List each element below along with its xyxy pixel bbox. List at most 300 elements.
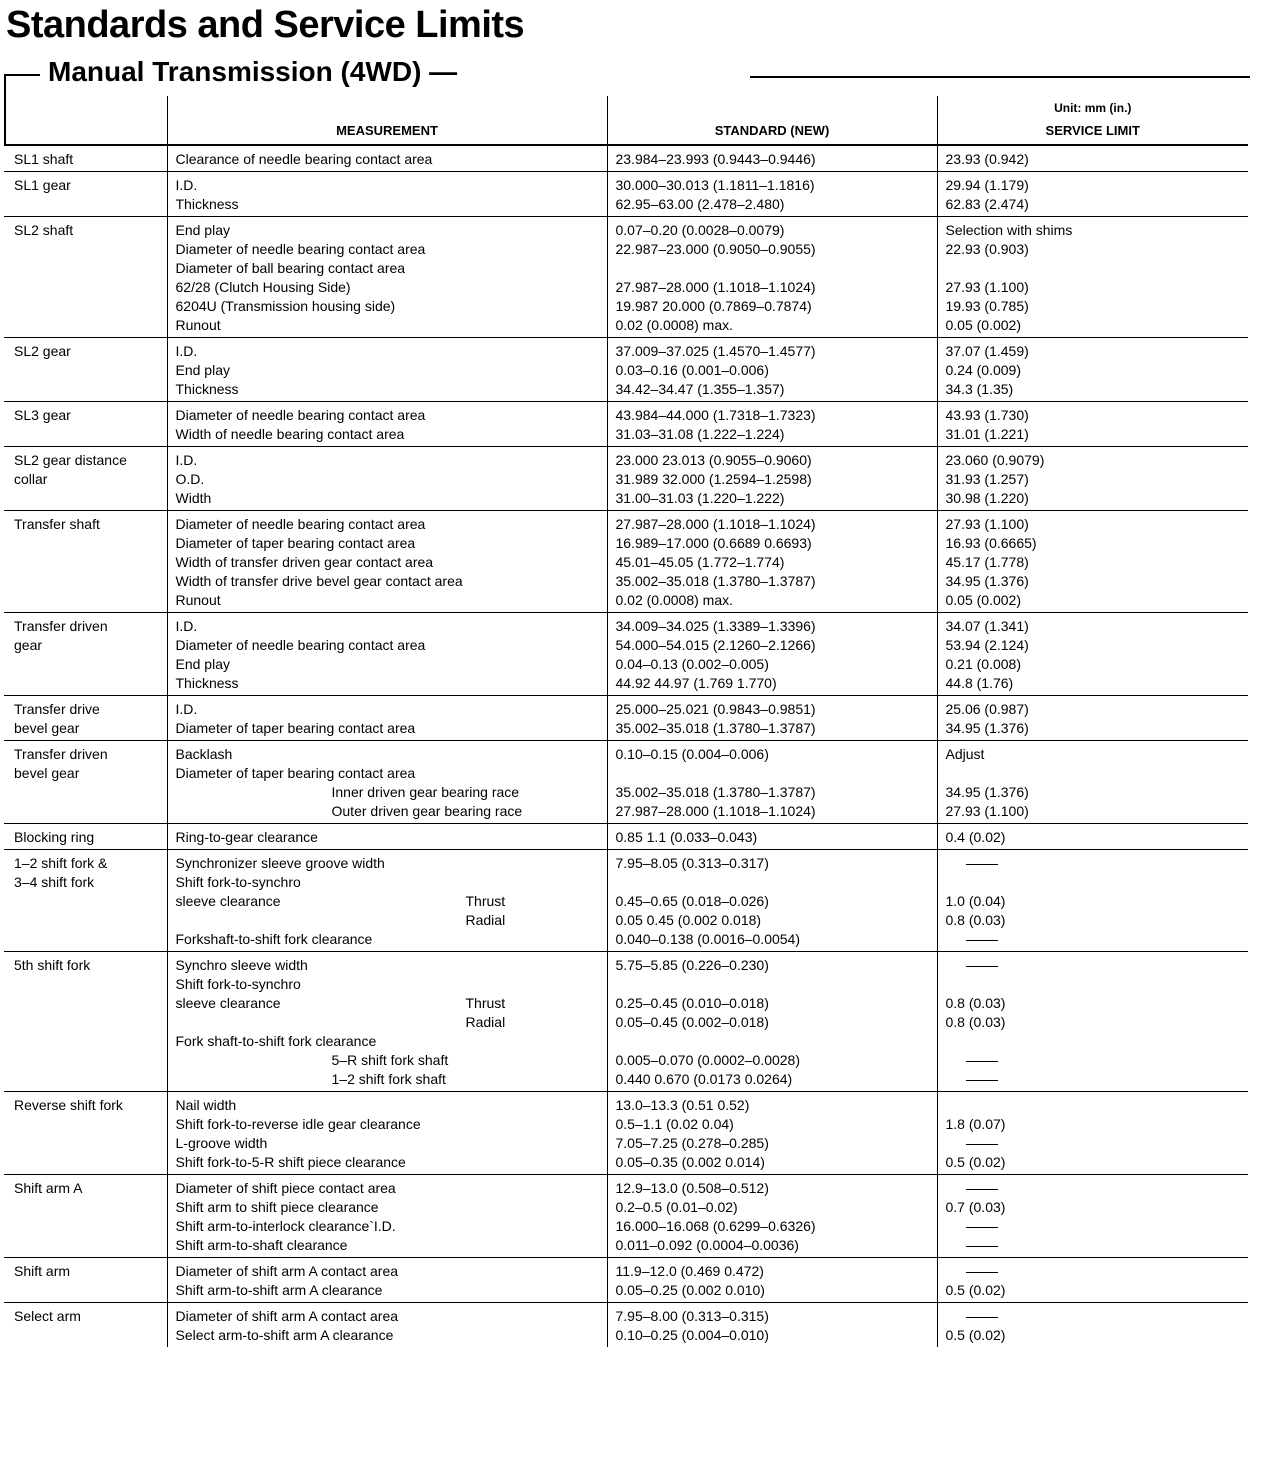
not-applicable-dash [966, 1227, 998, 1228]
measurement-text: Width [175, 490, 212, 506]
service-limit-cell [937, 850, 1248, 952]
measurement-cell [167, 447, 607, 511]
table-row [4, 613, 1248, 696]
standard-value: 27.987–28.000 (1.1018–1.1024) [615, 516, 816, 532]
table-row [4, 850, 1248, 952]
measurement-text: End play [175, 362, 230, 378]
measurement-cell [167, 824, 607, 850]
service-limit-cell [937, 402, 1248, 447]
measurement-text: Fork shaft-to-shift fork clearance [175, 1033, 377, 1049]
standard-value: 34.009–34.025 (1.3389–1.3396) [615, 618, 816, 634]
measurement-text: sleeve clearance Thrust [175, 995, 506, 1011]
service-limit-value [946, 1051, 1245, 1070]
standard-value: 44.92 44.97 (1.769 1.770) [615, 675, 777, 691]
table-row [4, 338, 1248, 402]
measurement-text: Shift fork-to-5-R shift piece clearance [175, 1154, 406, 1170]
item-label: Shift arm [14, 1263, 71, 1279]
measurement-text: Nail width [175, 1097, 237, 1113]
item-label: Transfer driven [14, 746, 108, 762]
service-limit-value: 34.95 (1.376) [945, 784, 1029, 800]
measurement-text: Shift arm to shift piece clearance [175, 1199, 379, 1215]
standard-value: 31.00–31.03 (1.220–1.222) [615, 490, 785, 506]
standard-value: 11.9–12.0 (0.469 0.472) [615, 1263, 764, 1279]
standard-value [616, 259, 933, 278]
service-limit-value [946, 1070, 1245, 1089]
header-measurement: MEASUREMENT [167, 96, 607, 145]
service-limit-value [946, 975, 1245, 994]
service-limit-cell [937, 217, 1248, 338]
service-limit-value: 44.8 (1.76) [945, 675, 1014, 691]
standard-value [616, 1032, 933, 1051]
service-limit-value: 29.94 (1.179) [945, 177, 1029, 193]
standard-value: 5.75–5.85 (0.226–0.230) [615, 957, 769, 973]
measurement-text: Width of transfer driven gear contact area [175, 554, 434, 570]
service-limit-value: 31.01 (1.221) [945, 426, 1029, 442]
table-row [4, 952, 1248, 1092]
measurement-cell [167, 696, 607, 741]
standard-value: 0.5–1.1 (0.02 0.04) [615, 1116, 734, 1132]
unit-label: Unit: mm (in.) [1054, 101, 1132, 115]
measurement-text: Diameter of taper bearing contact area [175, 765, 416, 781]
measurement-text: I.D. [175, 618, 198, 634]
measurement-text: Shift fork-to-synchro [175, 874, 301, 890]
service-limit-value: 0.5 (0.02) [945, 1154, 1006, 1170]
item-label: 3–4 shift fork [14, 874, 95, 890]
service-limit-value: 0.8 (0.03) [945, 995, 1006, 1011]
standard-value: 0.25–0.45 (0.010–0.018) [615, 995, 769, 1011]
standard-value: 62.95–63.00 (2.478–2.480) [615, 196, 785, 212]
service-limit-cell [937, 952, 1248, 1092]
not-applicable-dash [966, 1272, 998, 1273]
item-cell [4, 613, 167, 696]
item-cell [4, 741, 167, 824]
item-cell [4, 172, 167, 217]
not-applicable-dash [966, 1246, 998, 1247]
standard-value: 0.05–0.45 (0.002–0.018) [615, 1014, 769, 1030]
table-row [4, 824, 1248, 850]
service-limit-value: 43.93 (1.730) [945, 407, 1029, 423]
measurement-cell [167, 338, 607, 402]
table-row [4, 447, 1248, 511]
measurement-text: 6204U (Transmission housing side) [175, 298, 396, 314]
standard-cell [607, 1175, 937, 1258]
measurement-text: Select arm-to-shift arm A clearance [175, 1327, 394, 1343]
table-row [4, 1092, 1248, 1175]
service-limit-value [946, 1096, 1245, 1115]
measurement-text: Shift arm-to-shaft clearance [175, 1237, 348, 1253]
measurement-text: Diameter of shift arm A contact area [175, 1263, 399, 1279]
service-limit-cell [937, 741, 1248, 824]
table-header-row [4, 96, 1248, 145]
service-limit-value [946, 1236, 1245, 1255]
measurement-text: Inner driven gear bearing race [331, 784, 520, 800]
not-applicable-dash [966, 1144, 998, 1145]
measurement-text: Width of transfer drive bevel gear contact area [175, 573, 463, 589]
service-limit-value: 0.05 (0.002) [945, 317, 1021, 333]
standard-value: 0.10–0.25 (0.004–0.010) [615, 1327, 769, 1343]
table-row [4, 511, 1248, 613]
measurement-text: Clearance of needle bearing contact area [175, 151, 433, 167]
item-cell [4, 1303, 167, 1348]
table-row [4, 1258, 1248, 1303]
service-limit-value: 27.93 (1.100) [945, 279, 1029, 295]
service-limit-value: 34.95 (1.376) [945, 573, 1029, 589]
standard-value: 16.000–16.068 (0.6299–0.6326) [615, 1218, 816, 1234]
service-limit-value: 0.8 (0.03) [945, 1014, 1006, 1030]
measurement-text: End play [175, 656, 230, 672]
item-label: bevel gear [14, 765, 80, 781]
measurement-text: End play [175, 222, 230, 238]
standard-cell [607, 338, 937, 402]
service-limit-value: Selection with shims [945, 222, 1073, 238]
item-cell [4, 1258, 167, 1303]
standard-cell [607, 1303, 937, 1348]
standard-value: 0.011–0.092 (0.0004–0.0036) [615, 1237, 799, 1253]
service-limit-value [946, 764, 1245, 783]
service-limit-value: 0.5 (0.02) [945, 1327, 1006, 1343]
item-cell [4, 1092, 167, 1175]
measurement-text: 5–R shift fork shaft [331, 1052, 449, 1068]
standard-value: 45.01–45.05 (1.772–1.774) [615, 554, 785, 570]
item-label: Shift arm A [14, 1180, 83, 1196]
measurement-text: Shift arm-to-interlock clearance`I.D. [175, 1218, 396, 1234]
standard-value [616, 764, 933, 783]
measurement-text: Diameter of needle bearing contact area [175, 241, 426, 257]
spec-table [4, 96, 1248, 1347]
service-limit-label: SERVICE LIMIT [1045, 123, 1140, 138]
standard-value: 35.002–35.018 (1.3780–1.3787) [615, 573, 816, 589]
service-limit-value: 0.5 (0.02) [945, 1282, 1006, 1298]
not-applicable-dash [966, 1189, 998, 1190]
service-limit-value: 0.7 (0.03) [945, 1199, 1006, 1215]
standard-cell [607, 850, 937, 952]
standard-cell [607, 824, 937, 850]
item-label: Reverse shift fork [14, 1097, 123, 1113]
measurement-cell [167, 850, 607, 952]
not-applicable-dash [966, 966, 998, 967]
page-title: Standards and Service Limits [6, 4, 525, 46]
measurement-text: Backlash [175, 746, 233, 762]
service-limit-cell [937, 511, 1248, 613]
standard-cell [607, 1092, 937, 1175]
standard-value: 23.000 23.013 (0.9055–0.9060) [615, 452, 812, 468]
standard-cell [607, 613, 937, 696]
measurement-cell [167, 1175, 607, 1258]
service-limit-value [946, 1262, 1245, 1281]
not-applicable-dash [966, 1080, 998, 1081]
service-limit-value: 27.93 (1.100) [945, 516, 1029, 532]
service-limit-cell [937, 447, 1248, 511]
standard-value [616, 975, 933, 994]
standard-cell [607, 402, 937, 447]
standard-value: 0.02 (0.0008) max. [615, 317, 734, 333]
item-cell [4, 850, 167, 952]
measurement-text: Shift arm-to-shift arm A clearance [175, 1282, 383, 1298]
service-limit-value: 53.94 (2.124) [945, 637, 1029, 653]
service-limit-value: 62.83 (2.474) [945, 196, 1029, 212]
standard-cell [607, 145, 937, 172]
table-row [4, 145, 1248, 172]
measurement-text: Radial [465, 1014, 506, 1030]
service-limit-value: 25.06 (0.987) [945, 701, 1029, 717]
standard-value: 22.987–23.000 (0.9050–0.9055) [615, 241, 816, 257]
service-limit-cell [937, 338, 1248, 402]
service-limit-value [946, 1307, 1245, 1326]
measurement-text: Diameter of taper bearing contact area [175, 720, 416, 736]
standard-value: 0.85 1.1 (0.033–0.043) [615, 829, 758, 845]
service-limit-value: 16.93 (0.6665) [945, 535, 1037, 551]
measurement-cell [167, 1092, 607, 1175]
item-label: SL1 shaft [14, 151, 74, 167]
standard-cell [607, 696, 937, 741]
item-label: collar [14, 471, 48, 487]
standard-value: 0.04–0.13 (0.002–0.005) [615, 656, 769, 672]
measurement-text: Diameter of ball bearing contact area [175, 260, 406, 276]
service-limit-value [946, 1179, 1245, 1198]
item-label: SL1 gear [14, 177, 71, 193]
standard-value: 7.05–7.25 (0.278–0.285) [615, 1135, 769, 1151]
standard-value: 0.07–0.20 (0.0028–0.0079) [615, 222, 785, 238]
item-cell [4, 338, 167, 402]
measurement-text: Diameter of needle bearing contact area [175, 516, 426, 532]
standard-value: 31.03–31.08 (1.222–1.224) [615, 426, 785, 442]
measurement-text: Thickness [175, 675, 239, 691]
header-standard: STANDARD (NEW) [607, 96, 937, 145]
not-applicable-dash [966, 1317, 998, 1318]
table-body [4, 145, 1248, 1347]
section-subtitle: Manual Transmission (4WD) — [48, 56, 458, 87]
measurement-text: Outer driven gear bearing race [331, 803, 523, 819]
service-limit-value: 34.95 (1.376) [945, 720, 1029, 736]
measurement-text: Forkshaft-to-shift fork clearance [175, 931, 373, 947]
measurement-cell [167, 172, 607, 217]
standard-cell [607, 952, 937, 1092]
service-limit-value: 0.21 (0.008) [945, 656, 1021, 672]
item-label: SL2 shaft [14, 222, 74, 238]
measurement-text: O.D. [175, 471, 205, 487]
table-row [4, 1175, 1248, 1258]
service-limit-value: 1.0 (0.04) [945, 893, 1006, 909]
service-limit-value: 27.93 (1.100) [945, 803, 1029, 819]
measurement-text: I.D. [175, 452, 198, 468]
item-cell [4, 1175, 167, 1258]
table-row [4, 402, 1248, 447]
measurement-cell [167, 613, 607, 696]
standard-value: 0.05–0.35 (0.002 0.014) [615, 1154, 765, 1170]
measurement-text: Synchronizer sleeve groove width [175, 855, 385, 871]
service-limit-value: 34.3 (1.35) [945, 381, 1014, 397]
service-limit-value: 22.93 (0.903) [945, 241, 1029, 257]
service-limit-value [946, 259, 1245, 278]
standard-value: 30.000–30.013 (1.1811–1.1816) [615, 177, 815, 193]
service-limit-cell [937, 824, 1248, 850]
measurement-text: L-groove width [175, 1135, 268, 1151]
standard-value: 27.987–28.000 (1.1018–1.1024) [615, 279, 816, 295]
service-limit-value [946, 1134, 1245, 1153]
item-label: Transfer drive [14, 701, 100, 717]
standard-value: 0.02 (0.0008) max. [615, 592, 734, 608]
measurement-cell [167, 511, 607, 613]
measurement-text: Diameter of needle bearing contact area [175, 407, 426, 423]
standard-value: 23.984–23.993 (0.9443–0.9446) [615, 151, 816, 167]
standard-value: 0.005–0.070 (0.0002–0.0028) [615, 1052, 800, 1068]
service-limit-value [946, 1217, 1245, 1236]
service-limit-cell [937, 1175, 1248, 1258]
item-label: 1–2 shift fork & [14, 855, 108, 871]
item-label: SL2 gear distance [14, 452, 127, 468]
measurement-text: I.D. [175, 343, 198, 359]
standard-value: 7.95–8.00 (0.313–0.315) [615, 1308, 769, 1324]
service-limit-cell [937, 1303, 1248, 1348]
service-limit-cell [937, 696, 1248, 741]
standard-value: 31.989 32.000 (1.2594–1.2598) [615, 471, 812, 487]
standard-value: 0.05–0.25 (0.002 0.010) [615, 1282, 765, 1298]
item-label: SL3 gear [14, 407, 71, 423]
item-label: SL2 gear [14, 343, 71, 359]
standard-value: 0.440 0.670 (0.0173 0.0264) [615, 1071, 793, 1087]
standard-value: 0.45–0.65 (0.018–0.026) [615, 893, 769, 909]
service-limit-cell [937, 1092, 1248, 1175]
item-label: Select arm [14, 1308, 81, 1324]
service-limit-value: 34.07 (1.341) [945, 618, 1029, 634]
measurement-cell [167, 741, 607, 824]
service-limit-value [946, 854, 1245, 873]
item-cell [4, 402, 167, 447]
service-limit-value: 0.05 (0.002) [945, 592, 1021, 608]
service-limit-value: Adjust [945, 746, 985, 762]
table-row [4, 1303, 1248, 1348]
service-limit-value: 23.93 (0.942) [945, 151, 1029, 167]
measurement-cell [167, 952, 607, 1092]
header-service-limit [937, 96, 1248, 145]
table-row [4, 217, 1248, 338]
standard-value: 0.040–0.138 (0.0016–0.0054) [615, 931, 800, 947]
measurement-text: Shift fork-to-reverse idle gear clearance [175, 1116, 421, 1132]
service-limit-value [946, 1032, 1245, 1051]
standard-value: 0.10–0.15 (0.004–0.006) [615, 746, 769, 762]
service-limit-value [946, 930, 1245, 949]
measurement-text: Diameter of taper bearing contact area [175, 535, 416, 551]
standard-value: 54.000–54.015 (2.1260–2.1266) [615, 637, 816, 653]
standard-value: 0.03–0.16 (0.001–0.006) [615, 362, 769, 378]
standard-value: 35.002–35.018 (1.3780–1.3787) [615, 784, 816, 800]
measurement-text: sleeve clearance Thrust [175, 893, 506, 909]
measurement-text: Thickness [175, 196, 239, 212]
item-cell [4, 824, 167, 850]
service-limit-value [946, 873, 1245, 892]
standard-cell [607, 511, 937, 613]
standard-value: 19.987 20.000 (0.7869–0.7874) [615, 298, 812, 314]
measurement-text: Shift fork-to-synchro [175, 976, 301, 992]
measurement-cell [167, 1258, 607, 1303]
service-limit-value: 19.93 (0.785) [945, 298, 1029, 314]
standard-value: 16.989–17.000 (0.6689 0.6693) [615, 535, 812, 551]
standard-value: 7.95–8.05 (0.313–0.317) [615, 855, 769, 871]
item-cell [4, 696, 167, 741]
standard-value: 35.002–35.018 (1.3780–1.3787) [615, 720, 816, 736]
standard-cell [607, 447, 937, 511]
table-row [4, 741, 1248, 824]
service-limit-cell [937, 172, 1248, 217]
header-item [4, 96, 167, 145]
measurement-text: Diameter of shift piece contact area [175, 1180, 396, 1196]
service-limit-value: 0.4 (0.02) [945, 829, 1006, 845]
standard-cell [607, 1258, 937, 1303]
measurement-cell [167, 217, 607, 338]
standard-cell [607, 741, 937, 824]
measurement-text: 1–2 shift fork shaft [331, 1071, 446, 1087]
service-limit-value [946, 956, 1245, 975]
standard-value [616, 873, 933, 892]
measurement-text: Synchro sleeve width [175, 957, 308, 973]
measurement-text: Ring-to-gear clearance [175, 829, 318, 845]
measurement-cell [167, 1303, 607, 1348]
item-cell [4, 952, 167, 1092]
service-limit-cell [937, 145, 1248, 172]
table-row [4, 172, 1248, 217]
service-limit-value: 0.8 (0.03) [945, 912, 1006, 928]
item-cell [4, 447, 167, 511]
standard-value: 0.2–0.5 (0.01–0.02) [615, 1199, 738, 1215]
measurement-text: 62/28 (Clutch Housing Side) [175, 279, 351, 295]
measurement-text: Thickness [175, 381, 239, 397]
item-label: gear [14, 637, 43, 653]
table-row [4, 696, 1248, 741]
measurement-text: I.D. [175, 177, 198, 193]
standard-value: 25.000–25.021 (0.9843–0.9851) [615, 701, 816, 717]
measurement-text: Diameter of shift arm A contact area [175, 1308, 399, 1324]
standard-value: 27.987–28.000 (1.1018–1.1024) [615, 803, 816, 819]
standard-value: 34.42–34.47 (1.355–1.357) [615, 381, 785, 397]
service-limit-cell [937, 1258, 1248, 1303]
standard-value: 37.009–37.025 (1.4570–1.4577) [615, 343, 816, 359]
measurement-text: Radial [465, 912, 506, 928]
item-label: bevel gear [14, 720, 80, 736]
measurement-text: Runout [175, 317, 221, 333]
measurement-text: Runout [175, 592, 221, 608]
item-label: Blocking ring [14, 829, 95, 845]
item-cell [4, 145, 167, 172]
item-label: Transfer driven [14, 618, 108, 634]
standard-value: 43.984–44.000 (1.7318–1.7323) [615, 407, 816, 423]
measurement-cell [167, 402, 607, 447]
item-label: Transfer shaft [14, 516, 100, 532]
standard-cell [607, 217, 937, 338]
measurement-cell [167, 145, 607, 172]
subtitle-rule [750, 76, 1250, 78]
not-applicable-dash [966, 1061, 998, 1062]
item-label: 5th shift fork [14, 957, 91, 973]
standard-value: 13.0–13.3 (0.51 0.52) [615, 1097, 750, 1113]
service-limit-value: 1.8 (0.07) [945, 1116, 1006, 1132]
item-cell [4, 511, 167, 613]
measurement-text: I.D. [175, 701, 198, 717]
service-limit-value: 0.24 (0.009) [945, 362, 1021, 378]
standard-value: 0.05 0.45 (0.002 0.018) [615, 912, 762, 928]
not-applicable-dash [966, 940, 998, 941]
item-cell [4, 217, 167, 338]
service-limit-value: 45.17 (1.778) [945, 554, 1029, 570]
service-limit-value: 37.07 (1.459) [945, 343, 1029, 359]
standard-value: 12.9–13.0 (0.508–0.512) [615, 1180, 769, 1196]
measurement-text: Width of needle bearing contact area [175, 426, 405, 442]
standard-cell [607, 172, 937, 217]
service-limit-value: 23.060 (0.9079) [945, 452, 1045, 468]
service-limit-cell [937, 613, 1248, 696]
not-applicable-dash [966, 864, 998, 865]
measurement-text: Diameter of needle bearing contact area [175, 637, 426, 653]
service-limit-value: 30.98 (1.220) [945, 490, 1029, 506]
